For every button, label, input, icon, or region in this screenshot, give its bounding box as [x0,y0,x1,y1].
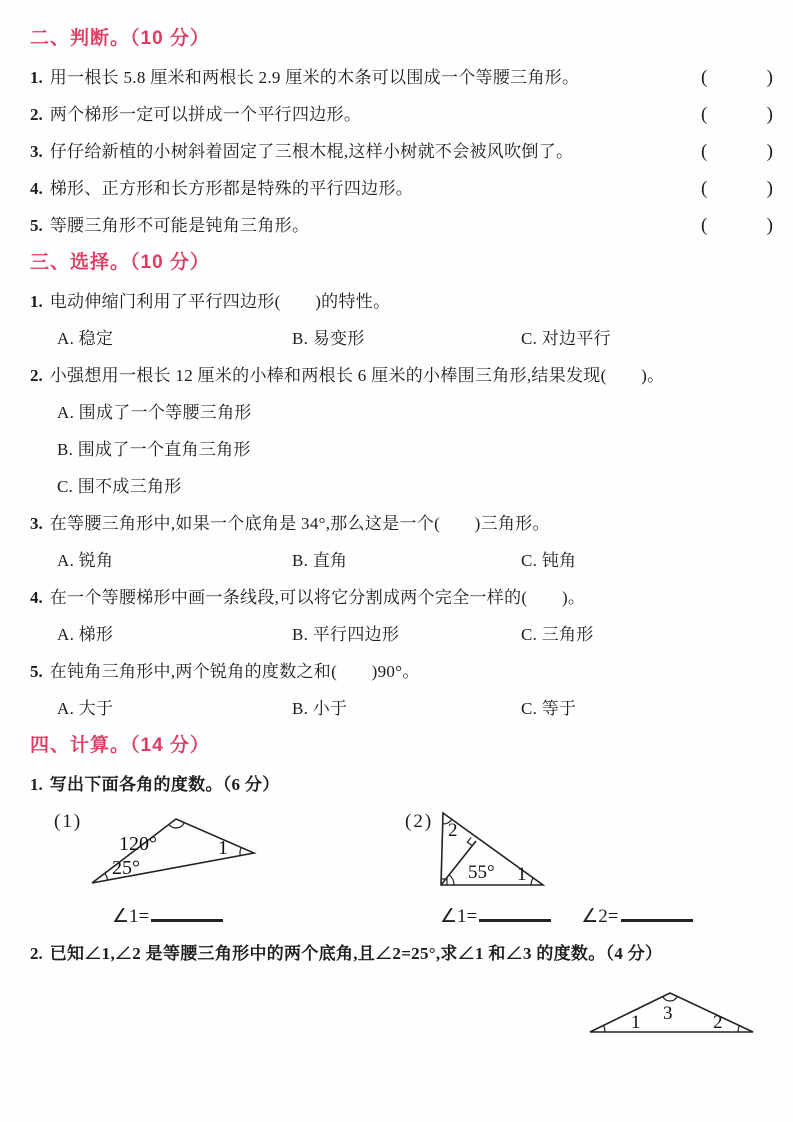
answer-blank-line [621,906,693,922]
paren-close: ) [766,178,773,199]
angle-label-right: 1 [517,864,527,885]
question-number: 4. [30,179,43,198]
judge-question-row [30,176,773,201]
triangle-figure-2 [438,809,550,893]
compute-q1-row [30,772,773,797]
choice-options-row [57,548,773,573]
choice-options-row [57,622,773,647]
question-number: 2. [30,105,43,124]
option-c: C. 钝角 [521,551,577,570]
choice-options-column [57,400,773,499]
judge-question-row [30,213,773,238]
question-number: 2. [30,944,43,963]
question-text: 用一根长 5.8 厘米和两根长 2.9 厘米的木条可以围成一个等腰三角形。 [49,68,580,87]
option-b: B. 围成了一个直角三角形 [57,440,251,459]
choice-question-row [30,289,773,314]
question-number: 1. [30,292,43,311]
paren-close: ) [766,67,773,88]
paren-open: ( [701,215,708,236]
answer-bracket [693,102,773,127]
triangle-figure-1 [86,813,266,893]
question-text: 梯形、正方形和长方形都是特殊的平行四边形。 [49,179,414,198]
option-a: A. 大于 [57,699,114,718]
question-text: 小强想用一根长 12 厘米的小棒和两根长 6 厘米的小棒围三角形,结果发现( )。 [49,366,665,385]
section-choice-title: 三、选择。（10 分） [30,252,210,273]
left-angle-arc [105,873,108,880]
option-b: B. 平行四边形 [292,625,400,644]
angle-label-right: 1 [218,837,228,859]
triangle-figure-3 [585,988,763,1042]
choice-options-row [57,326,773,351]
question-text: 在等腰三角形中,如果一个底角是 34°,那么这是一个( )三角形。 [49,514,550,533]
choice-options-row [57,696,773,721]
section-judge-title: 二、判断。（10 分） [30,28,210,49]
answer-blank-line [151,906,223,922]
question-text: 已知∠1,∠2 是等腰三角形中的两个底角,且∠2=25°,求∠1 和∠3 的度数。（4 分） [49,944,663,963]
angle-label-top: 2 [448,820,458,841]
choice-question-row [30,659,773,684]
paren-close: ) [766,141,773,162]
right-angle-arc [240,847,241,855]
option-a: A. 稳定 [57,329,114,348]
angle-blank-label: ∠2= [581,906,619,927]
answer-bracket [693,213,773,238]
question-text: 写出下面各角的度数。（6 分） [49,775,280,794]
angle-label-left: 25° [112,857,140,879]
question-text: 在钝角三角形中,两个锐角的度数之和( )90°。 [49,662,420,681]
question-text: 在一个等腰梯形中画一条线段,可以将它分割成两个完全一样的( )。 [49,588,586,607]
angle-label-top: 3 [663,1003,673,1024]
question-text: 等腰三角形不可能是钝角三角形。 [49,216,310,235]
section-compute-title: 四、计算。（14 分） [30,735,210,756]
option-b: B. 小于 [292,699,348,718]
question-number: 3. [30,514,43,533]
angle-label-top: 120° [119,833,157,855]
question-number: 2. [30,366,43,385]
option-c: C. 围不成三角形 [57,477,182,496]
apex-angle-arc [663,996,677,1001]
left-angle-arc [604,1025,606,1032]
question-number: 1. [30,68,43,87]
figure-1-label: (1) [54,811,83,832]
inner-angle-arc [449,875,454,885]
answer-blank-line [479,906,551,922]
question-number: 5. [30,216,43,235]
paren-close: ) [766,104,773,125]
option-a: A. 梯形 [57,625,114,644]
angle-label-right: 2 [713,1012,723,1033]
option-c: C. 三角形 [521,625,594,644]
judge-question-row [30,65,773,90]
right-angle-arc [531,878,533,885]
angle-label-inner: 55° [468,862,495,883]
option-b: B. 直角 [292,551,348,570]
judge-question-row [30,139,773,164]
right-angle-mark [467,838,472,846]
question-text: 电动伸缩门利用了平行四边形( )的特性。 [49,292,391,311]
paren-open: ( [701,141,708,162]
answer-bracket [693,139,773,164]
right-angle-arc [738,1026,739,1032]
option-b: B. 易变形 [292,329,365,348]
answer-bracket [693,176,773,201]
question-number: 3. [30,142,43,161]
figure-2-answers [440,905,695,928]
angle-blank-label: ∠1= [112,906,150,927]
choice-question-row [30,585,773,610]
question-number: 1. [30,775,43,794]
option-a: A. 锐角 [57,551,114,570]
question-number: 4. [30,588,43,607]
option-c: C. 等于 [521,699,577,718]
paren-close: ) [766,215,773,236]
angle-label-left: 1 [631,1012,641,1033]
judge-question-row [30,102,773,127]
paren-open: ( [701,104,708,125]
question-number: 5. [30,662,43,681]
answer-bracket [693,65,773,90]
figure-1-answer [112,905,225,928]
choice-question-row [30,363,773,388]
option-c: C. 对边平行 [521,329,611,348]
angle-blank-label: ∠1= [440,906,478,927]
figure-2-label: (2) [405,811,434,832]
paren-open: ( [701,178,708,199]
question-text: 仔仔给新植的小树斜着固定了三根木棍,这样小树就不会被风吹倒了。 [49,142,574,161]
question-text: 两个梯形一定可以拼成一个平行四边形。 [49,105,362,124]
figure-area [30,809,773,941]
paren-open: ( [701,67,708,88]
choice-question-row [30,511,773,536]
figure-3-wrapper [30,988,773,1042]
option-a: A. 围成了一个等腰三角形 [57,403,252,422]
compute-q2-row [30,941,773,966]
